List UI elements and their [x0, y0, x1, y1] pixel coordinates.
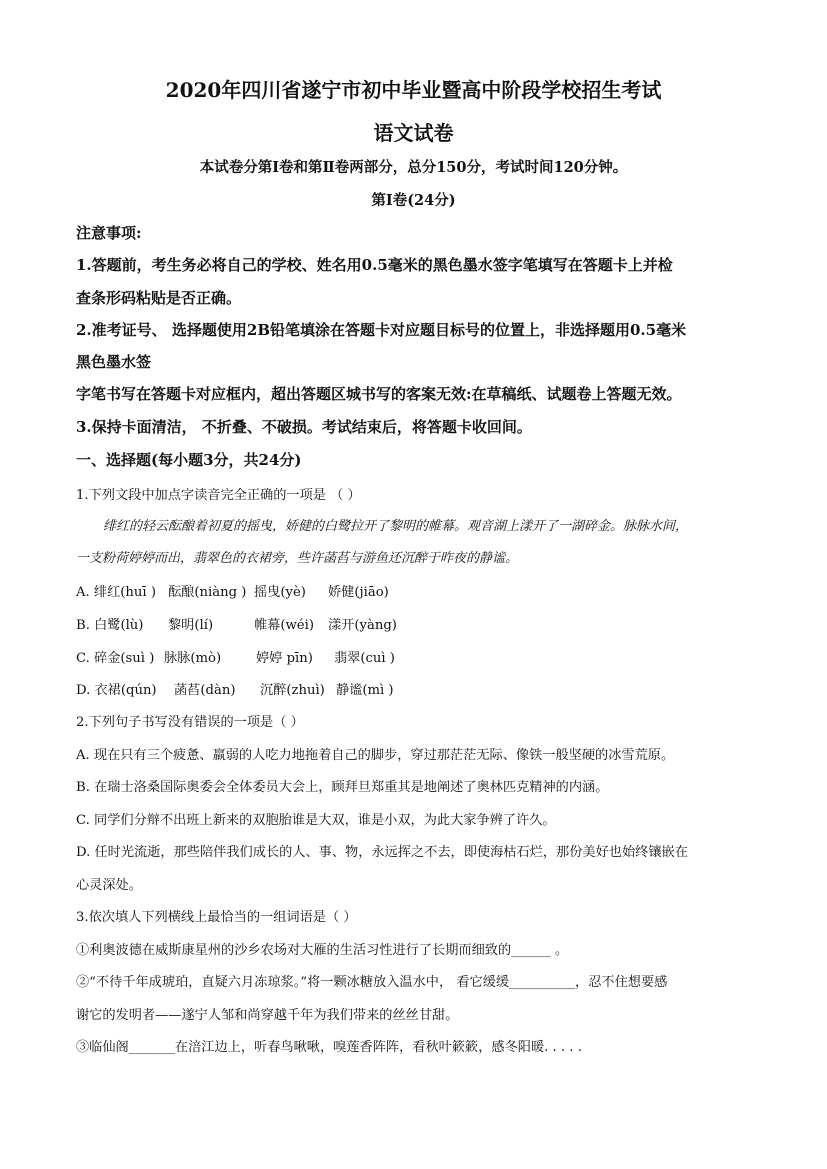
option-text: 沉醉(zhuì)	[260, 683, 325, 698]
question-3-stem: 3.依次填人下列横线上最恰当的一组词语是（ ）	[76, 910, 357, 925]
notice-item-2-line-3: 字笔书写在答题卡对应框内，超出答题区城书写的客案无效:在草稿纸、试题卷上答题无效。	[76, 385, 682, 403]
question-1-stem: 1.下列文段中加点字读音完全正确的一项是 （ ）	[76, 488, 361, 503]
option-text: 黎明(lí)	[168, 618, 214, 633]
notice-heading: 注意事项:	[76, 224, 142, 242]
option-text: 酝酿(niàng )	[168, 585, 247, 600]
question-2-option-d-line-2: 心灵深处。	[76, 878, 142, 893]
question-1-option-d	[76, 679, 394, 698]
notice-item-3: 3.保持卡面清洁， 不折叠、不破损。考试结束后，将答题卡收回间。	[76, 418, 532, 436]
question-1-passage-line-1: 绯红的轻云酝酿着初夏的摇曳，娇健的白鹭拉开了黎明的帷幕。观音湖上漾开了一湖碎金。脉脉水间，	[103, 519, 689, 534]
section-1-heading: 一、选择题(每小题3分，共24分)	[76, 451, 302, 469]
option-text: D. 衣裙(qún)	[76, 683, 157, 698]
option-text: 菡萏(dàn)	[174, 683, 236, 698]
question-1-passage-line-2: 一支粉荷婷婷而出，翡翠色的衣裙旁，些许菡萏与游鱼还沉醉于昨夜的静谧。	[76, 551, 519, 566]
notice-item-2-line-1: 2.准考证号、 选择题使用2B铅笔填涂在答题卡对应题目标号的位置上，非选择题用0.5毫米	[76, 321, 687, 339]
question-2-option-b: B. 在瑞士洛桑国际奥委会全体委员大会上，顾拜旦郑重其是地阐述了奥林匹克精神的内涵。	[76, 780, 609, 795]
option-text: C. 碎金(suì )	[76, 651, 155, 666]
option-text: 婷婷 pīn)	[256, 651, 313, 666]
question-1-option-c	[76, 647, 395, 666]
question-3-sentence-2-line-2: 谢它的发明者——遂宁人邹和尚穿越千年为我们带来的丝丝甘甜。	[76, 1008, 459, 1023]
option-text: B. 白鹭(lù)	[76, 618, 144, 633]
part-heading: 第Ⅰ卷(24分)	[371, 192, 456, 209]
exam-intro: 本试卷分第Ⅰ卷和第Ⅱ卷两部分，总分150分，考试时间120分钟。	[199, 159, 628, 176]
question-1-option-a	[76, 581, 389, 600]
question-2-option-a: A. 现在只有三个疲惫、羸弱的人吃力地拖着自己的脚步，穿过那茫茫无际、像铁一般坚硬的冰雪荒原。	[76, 748, 675, 763]
question-3-sentence-1: ①利奥波德在威斯康星州的沙乡农场对大雁的生活习性进行了长期而细致的______ 。	[76, 943, 569, 958]
question-1-option-b	[76, 614, 397, 633]
option-text: A. 绯红(huī )	[76, 585, 156, 600]
exam-subtitle: 语文试卷	[373, 121, 454, 145]
option-text: 漾开(yàng)	[328, 618, 397, 633]
option-text: 翡翠(cuì )	[334, 651, 395, 666]
option-text: 脉脉(mò)	[164, 651, 222, 666]
notice-item-1-line-2: 查条形码粘贴是否正确。	[76, 289, 242, 307]
option-text: 摇曳(yè)	[254, 585, 306, 600]
question-3-sentence-3: ③临仙阁_______在涪江边上，听春鸟啾啾，嗅莲香阵阵，看秋叶簌簌，感冬阳暖. . . . .	[76, 1040, 582, 1055]
exam-title: 2020年四川省遂宁市初中毕业暨高中阶段学校招生考试	[165, 78, 662, 102]
question-3-sentence-2-line-1: ②“不待千年成琥珀，直疑六月冻琼浆。”将一颗冰糖放入温水中， 看它缓缓__________，忍不住想要感	[76, 975, 668, 990]
question-2-stem: 2.下列句子书写没有错误的一项是（ ）	[76, 715, 304, 730]
notice-item-2-line-2: 黑色墨水签	[76, 353, 152, 371]
option-text: 娇健(jiāo)	[328, 585, 389, 600]
option-text: 静谧(mì )	[336, 683, 394, 698]
question-2-option-d-line-1: D. 任时光流逝，那些陪伴我们成长的人、事、物，永远挥之不去，即使海枯石烂，那份美好也始终镶嵌在	[76, 845, 688, 860]
question-2-option-c: C. 同学们分辩不出班上新来的双胞胎谁是大双，谁是小双，为此大家争辨了许久。	[76, 813, 556, 828]
option-text: 帷幕(wéi)	[254, 618, 314, 633]
notice-item-1-line-1: 1.答题前，考生务必将自己的学校、姓名用0.5毫米的黑色墨水签字笔填写在答题卡上并检	[76, 256, 673, 274]
